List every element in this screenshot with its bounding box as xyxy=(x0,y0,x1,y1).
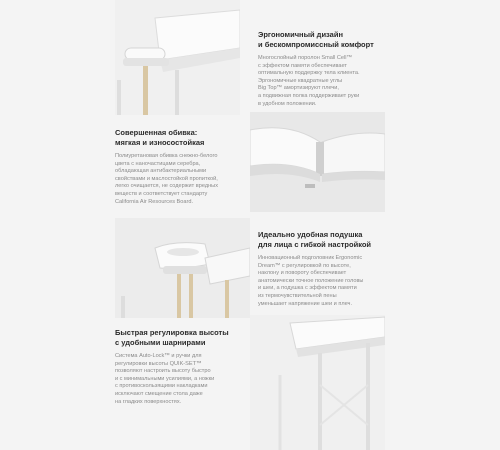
body-line: из термочувствительной пены xyxy=(258,292,337,299)
body-line: наклону и повороту обеспечивает xyxy=(258,270,347,277)
body-line: уменьшает напряжение шеи и плеч. xyxy=(258,300,353,307)
title-line: с удобными шарнирами xyxy=(115,338,206,347)
title-line: Быстрая регулировка высоты xyxy=(115,328,229,337)
table-legs-photo xyxy=(250,315,385,450)
body-line: Big Top™ амортизируют плечи, xyxy=(258,85,339,92)
body-line: а подвижная полка поддерживает руки xyxy=(258,92,360,99)
feature-face-cradle xyxy=(258,230,418,308)
body-line: Инновационный подголовник Ergonomic xyxy=(258,255,363,261)
feature-title xyxy=(115,128,250,148)
body-line: и с минимальными усилиями, а ножки xyxy=(115,375,215,382)
face-cradle-photo xyxy=(115,218,250,318)
body-line: Многослойный поролон Small Cell™ xyxy=(258,55,353,61)
table-headrest-photo xyxy=(115,0,240,115)
body-line: и шеи, а подушка с эффектом памяти xyxy=(258,285,357,292)
title-line: Эргономичный дизайн xyxy=(258,30,343,39)
body-line: Эргономичные квадратные углы xyxy=(258,77,343,84)
feature-height-adjust xyxy=(115,328,250,406)
body-line: на гладких поверхностях. xyxy=(115,398,182,405)
feature-upholstery xyxy=(115,128,250,206)
feature-description xyxy=(115,353,250,406)
body-line: регулировки высоты QUIK-SET™ xyxy=(115,360,202,367)
body-line: позволяют настроить высоту быстро xyxy=(115,368,211,375)
body-line: в удобном положении. xyxy=(258,100,317,107)
body-line: обладающая антибактериальными xyxy=(115,168,207,175)
body-line: исключают смещение стола даже xyxy=(115,390,203,397)
title-line: для лица с гибкой настройкой xyxy=(258,240,372,249)
feature-title xyxy=(258,30,418,50)
body-line: Полиуретановая обивка снежно-белого xyxy=(115,153,218,159)
title-line: Совершенная обивка: xyxy=(115,128,198,137)
title-line: Идеально удобная подушка xyxy=(258,230,363,239)
feature-ergonomic xyxy=(258,30,418,108)
body-line: с противоскользящими накладками xyxy=(115,383,208,390)
body-line: Система Auto-Lock™ и ручки для xyxy=(115,353,202,359)
feature-title xyxy=(115,328,250,348)
body-line: веществ и соответствует стандарту xyxy=(115,190,208,197)
title-line: и бескомпромиссный комфорт xyxy=(258,40,374,49)
feature-description xyxy=(258,255,418,308)
body-line: California Air Resources Board. xyxy=(115,198,194,205)
body-line: анатомически точное положение головы xyxy=(258,277,364,284)
body-line: легко очищается, не содержит вредных xyxy=(115,183,219,190)
feature-description xyxy=(115,153,250,206)
body-line: цвета с наночастицами серебра, xyxy=(115,160,201,167)
feature-title xyxy=(258,230,418,250)
title-line: мягкая и износостойкая xyxy=(115,138,205,147)
body-line: Dream™ с регулировкой по высоте, xyxy=(258,262,351,269)
feature-description xyxy=(258,55,418,108)
body-line: свойствами и маслостойкой пропиткой, xyxy=(115,175,218,182)
body-line: с эффектом памяти обеспечивает xyxy=(258,62,347,69)
body-line: оптимальную поддержку тела клиента. xyxy=(258,70,360,77)
upholstery-closeup-photo xyxy=(250,112,385,212)
